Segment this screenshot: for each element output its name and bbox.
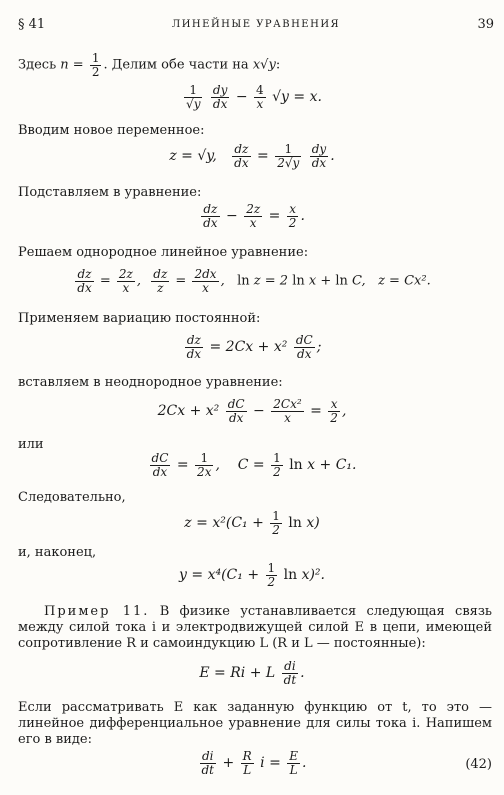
text-line-3: Подставляем в уравнение:: [18, 185, 202, 200]
running-title: ЛИНЕЙНЫЕ УРАВНЕНИЯ: [171, 19, 341, 30]
running-header: [18, 17, 494, 35]
text-line-1: Здесь n = $\frac{1}{2}$ . Делим обе части на x√y:: [18, 51, 281, 79]
text-line-5: Применяем вариацию постоянной:: [18, 311, 261, 326]
formula-10: E = Ri + L $\frac{di}{dt}$ .: [199, 659, 305, 687]
text-line-6: вставляем в неоднородное уравнение:: [18, 375, 283, 390]
example-label: Пример 11.: [44, 604, 150, 619]
formula-9: y = x⁴(C₁ + $\frac{1}{2}$ ln x)².: [179, 561, 325, 589]
text-line-8: Следовательно,: [18, 490, 126, 505]
formula-11: $\frac{di}{dt}$ + $\frac{R}{L}$ i = $\frac{E}{L}$ .: [201, 749, 307, 777]
text-line-9: и, наконец,: [18, 545, 97, 560]
formula-2: z = √y, $\frac{dz}{dx}$ = $\frac{1}{2√y}$ $\frac{dy}{dx}$ .: [169, 142, 335, 170]
page-number: 39: [477, 17, 494, 32]
formula-1: $\frac{1}{√y}$ $\frac{dy}{dx}$ − $\frac{4}{x}$ √y = x.: [186, 83, 322, 111]
formula-5: $\frac{dz}{dx}$ = 2Cx + x² $\frac{dC}{dx}$ ;: [186, 333, 322, 361]
formula-4: $\frac{dz}{dx}$ = $\frac{2z}{x}$ , $\frac{dz}{z}$ = $\frac{2dx}{x}$ , ln z = 2 ln x + ln C, z = Cx².: [77, 267, 431, 295]
formula-7: $\frac{dC}{dx}$ = $\frac{1}{2x}$ , C = $\frac{1}{2}$ ln x + C₁.: [151, 451, 357, 479]
formula-8: z = x²(C₁ + $\frac{1}{2}$ ln x): [184, 509, 320, 537]
text-line-2: Вводим новое переменное:: [18, 123, 205, 138]
section-number: § 41: [18, 17, 46, 32]
text-line-4: Решаем однородное линейное уравнение:: [18, 245, 309, 260]
example-text: В физике устанавливается следующая связь между силой тока i и электродвижущей силой E в цепи, имеющей сопротивление R и самоиндукцию L (R и L — постоянные):: [18, 604, 493, 651]
formula-3: $\frac{dz}{dx}$ − $\frac{2z}{x}$ = $\frac{x}{2}$ .: [203, 202, 305, 230]
equation-number: (42): [465, 757, 492, 772]
example-after-text: Если рассматривать E как заданную функцию от t, то это — линейное дифференциальное уравнение для силы тока i. Напишем его в виде:: [18, 700, 492, 747]
text-line-7: или: [18, 437, 44, 452]
example-paragraph: [18, 604, 492, 652]
formula-6: 2Cx + x² $\frac{dC}{dx}$ − $\frac{\text{2Cx²}}{x}$ = $\frac{x}{2}$ ,: [157, 397, 347, 425]
